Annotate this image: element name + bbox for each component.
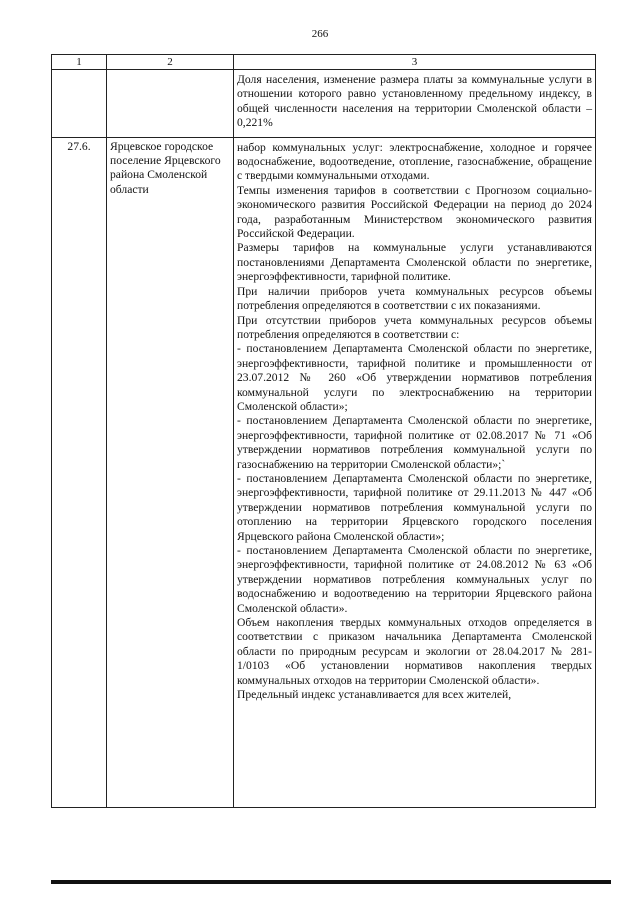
paragraph-limit-index: Предельный индекс устанавливается для всех жителей, — [237, 688, 512, 702]
paragraph-resolution-water: - постановлением Департамента Смоленской области по энергетике, энергоэффективности, тарифной политике от 24.08.2012 № 63 «Об утверждении нормативов потребления коммунальных услуг по водоснабжению и водоотведению на территории Ярцевского района Смоленской области». — [237, 544, 592, 615]
table-row-27-6 — [52, 137, 596, 807]
paragraph-resolution-heating: - постановлением Департамента Смоленской области по энергетике, энергоэффективности, тарифной политике от 29.11.2013 № 447 «Об утверждении нормативов потребления коммунальной услуги по отоплению на территории Ярцевского городского поселения Ярцевского района Смоленской области»; — [237, 471, 592, 543]
paragraph-waste-volume: Объем накопления твердых коммунальных отходов определяется в соответствии с приказом начальника Департамента Смоленской области по природным ресурсам и экологии от 28.04.2017 № 281-1/0103 «Об установлении нормативов накопления твердых коммунальных отходов на территории Смоленской области». — [237, 616, 592, 687]
paragraph-tariff-rates: Темпы изменения тарифов в соответствии с Прогнозом социально-экономического развития Российской Федерации на период до 2024 года, разработанным Министерством экономического развития Российской Федерации. — [237, 183, 592, 241]
continuation-paragraph: Доля населения, изменение размера платы за коммунальные услуги в отношении которого равно установленному предельному индексу, в общей численности населения на территории Смоленской области – 0,221% — [237, 73, 592, 130]
bottom-rule — [51, 880, 611, 884]
paragraph-resolution-gas: - постановлением Департамента Смоленской области по энергетике, энергоэффективности, тарифной политике от 02.08.2017 № 71 «Об утверждении нормативов потребления коммунальной услуги по газоснабжению на территории Смоленской области»;` — [237, 414, 592, 471]
paragraph-without-meters: При отсутствии приборов учета коммунальных ресурсов объемы потребления определяются в соответствии с: — [237, 313, 592, 341]
row-number-cell: 27.6. — [52, 137, 107, 807]
continuation-municipality-cell — [107, 70, 234, 138]
paragraph-tariff-sizes: Размеры тарифов на коммунальные услуги устанавливаются постановлениями Департамента Смоленской области по энергетике, энергоэффективности, тарифной политике. — [237, 241, 592, 284]
page-number: 266 — [311, 28, 329, 40]
tariff-table — [51, 54, 596, 808]
table-row-continuation — [52, 70, 596, 138]
description-cell — [234, 137, 596, 807]
continuation-number-cell — [52, 70, 107, 138]
continuation-text-cell — [234, 70, 596, 138]
paragraph-resolution-electricity: - постановлением Департамента Смоленской области по энергетике, энергоэффективности, тарифной политике и промышленности от 23.07.2012 № 260 «Об утверждении нормативов потребления коммунальной услуги по электроснабжению на территории Смоленской области»; — [237, 342, 592, 413]
column-header-2: 2 — [107, 55, 234, 70]
paragraph-with-meters: При наличии приборов учета коммунальных ресурсов объемы потребления определяются в соответствии с их показаниями. — [237, 284, 592, 313]
table-header-row — [52, 55, 596, 70]
column-header-3: 3 — [234, 55, 596, 70]
paragraph-services: набор коммунальных услуг: электроснабжение, холодное и горячее водоснабжение, водоотведение, отопление, газоснабжение, обращение с твердыми коммунальными отходами. — [237, 140, 592, 183]
column-header-1: 1 — [52, 55, 107, 70]
municipality-cell: Ярцевское городское поселение Ярцевского района Смоленской области — [107, 137, 234, 807]
